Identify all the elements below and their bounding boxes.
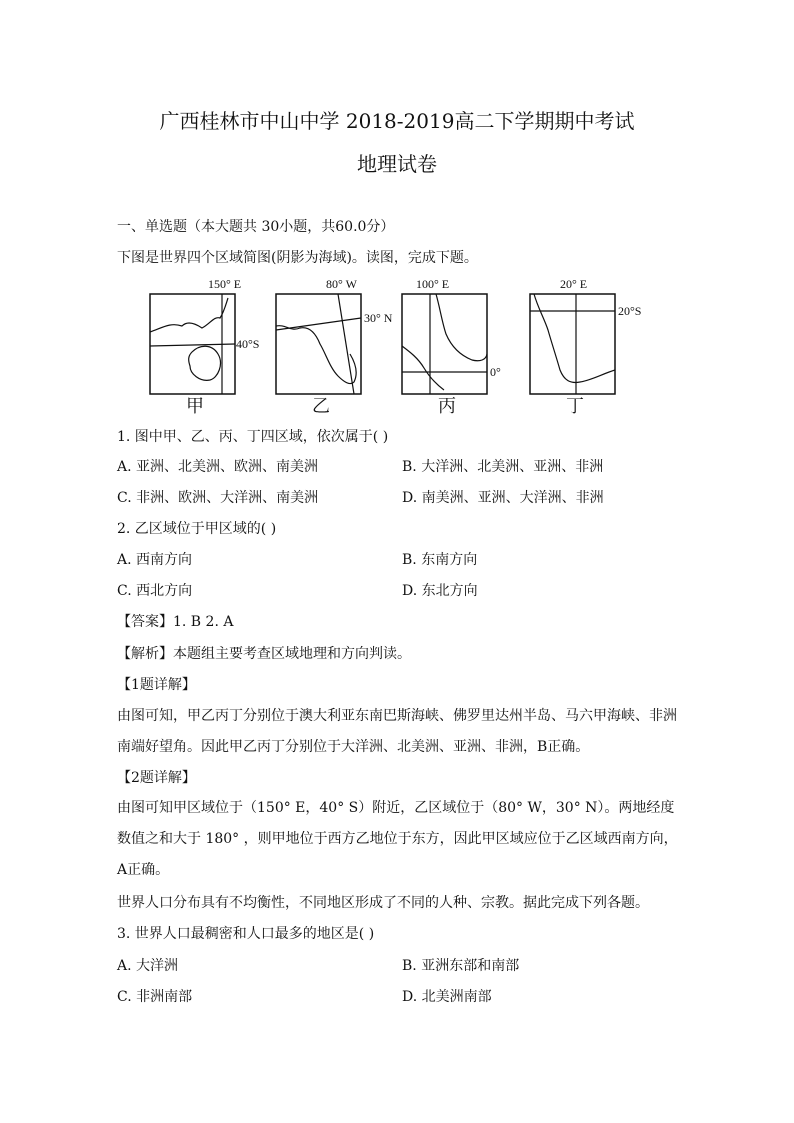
q3-option-b: B. 亚洲东部和南部 (402, 958, 520, 974)
q2-option-a: A. 西南方向 (117, 552, 193, 568)
map-ding-lat: 20°S (618, 304, 642, 318)
section-intro: 下图是世界四个区域简图(阴影为海域)。读图，完成下题。 (117, 250, 478, 266)
map-jia-lat: 40°S (236, 337, 260, 351)
detail2-heading: 【2题详解】 (117, 770, 196, 786)
map-ding-lon: 20° E (560, 277, 588, 291)
map-bing-lon: 100° E (416, 277, 450, 291)
map-jia-lon: 150° E (208, 277, 242, 291)
map-jia (150, 277, 259, 416)
q1-stem: 1. 图中甲、乙、丙、丁四区域，依次属于( ) (117, 429, 389, 445)
q3-option-a: A. 大洋洲 (117, 958, 179, 974)
q2-option-c: C. 西北方向 (117, 583, 193, 599)
map-ding-caption: 丁 (566, 396, 584, 416)
exam-title: 广西桂林市中山中学 2018-2019高二下学期期中考试 (159, 109, 635, 133)
q2-stem: 2. 乙区域位于甲区域的( ) (117, 521, 277, 537)
answer-line: 【答案】1. B 2. A (117, 614, 234, 630)
map-bing-lat: 0° (490, 365, 501, 379)
map-jia-caption: 甲 (186, 396, 204, 416)
q1-option-c: C. 非洲、欧洲、大洋洲、南美洲 (117, 490, 319, 506)
detail2-text: 由图可知甲区域位于（150° E，40° S）附近，乙区域位于（80° W，30° N）。两地经度数值之和大于 180° ，则甲地位于西方乙地位于东方，因此甲区域应位于乙区域西南方向，A正确。 (117, 800, 678, 878)
q1-option-d: D. 南美洲、亚洲、大洋洲、非洲 (402, 490, 604, 506)
map-bing-caption: 丙 (438, 396, 456, 416)
q2-option-d: D. 东北方向 (402, 583, 478, 599)
q3-option-d: D. 北美洲南部 (402, 989, 492, 1005)
region-maps-figure (140, 274, 660, 420)
map-ding (530, 277, 641, 416)
map-bing (402, 277, 501, 416)
q3-option-c: C. 非洲南部 (117, 989, 193, 1005)
section-heading: 一、单选题（本大题共 30小题，共60.0分） (117, 219, 395, 235)
q1-option-a: A. 亚洲、北美洲、欧洲、南美洲 (117, 459, 319, 475)
population-intro: 世界人口分布具有不均衡性，不同地区形成了不同的人种、宗教。据此完成下列各题。 (117, 895, 649, 911)
map-yi-lon: 80° W (326, 277, 357, 291)
exam-subtitle: 地理试卷 (357, 152, 437, 176)
map-yi-caption: 乙 (312, 396, 330, 416)
q2-option-b: B. 东南方向 (402, 552, 478, 568)
detail1-text: 由图可知，甲乙丙丁分别位于澳大利亚东南巴斯海峡、佛罗里达州半岛、马六甲海峡、非洲南端好望角。因此甲乙丙丁分别位于大洋洲、北美洲、亚洲、非洲，B正确。 (117, 708, 677, 755)
q3-stem: 3. 世界人口最稠密和人口最多的地区是( ) (117, 926, 375, 942)
q1-option-b: B. 大洋洲、北美洲、亚洲、非洲 (402, 459, 604, 475)
map-yi (276, 277, 393, 416)
detail1-heading: 【1题详解】 (117, 677, 196, 693)
map-yi-lat: 30° N (364, 311, 393, 325)
analysis-line: 【解析】本题组主要考查区域地理和方向判读。 (117, 646, 411, 662)
